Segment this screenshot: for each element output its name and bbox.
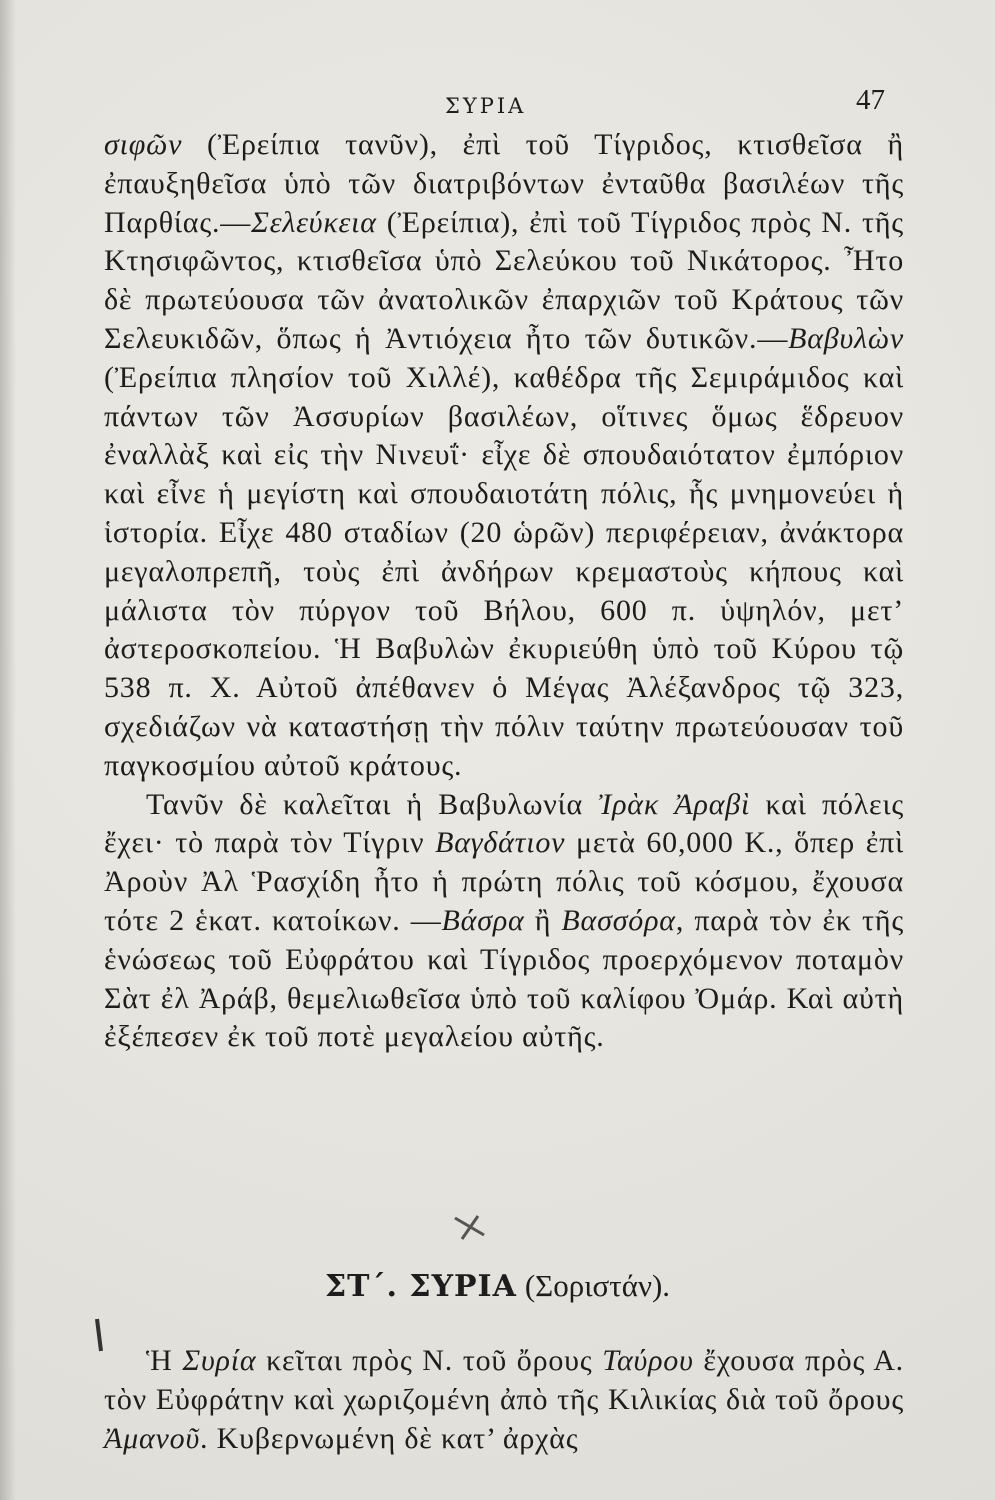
paragraph-text: (Ἐρείπια τανῦν), ἐπὶ τοῦ Τίγριδος, κτισθεῖσα ἢ ἐπαυξηθεῖσα ὑπὸ τῶν διατριβόντων ἐνταῦθα βασιλέων τῆς Παρθίας.— [104, 128, 904, 239]
paragraph-3 [104, 1342, 904, 1458]
paragraph-text: Ἡ [146, 1344, 183, 1377]
margin-tick-mark [97, 1319, 101, 1351]
section-heading [0, 1268, 995, 1304]
paragraph-text: κεῖται πρὸς Ν. τοῦ ὄρους [256, 1344, 603, 1377]
italic-term: Ἀμανοῦ [104, 1421, 201, 1455]
paragraph-text: ἢ [524, 903, 562, 937]
paragraph-text: (Ἐρείπια), ἐπὶ τοῦ Τίγριδος πρὸς Ν. τῆς Κτησιφῶντος, κτισθεῖσα ὑπὸ Σελεύκου τοῦ Νικάτορος. Ἦτο δὲ πρωτεύουσα τῶν ἀνατολικῶν ἐπαρχιῶν τοῦ Κράτους τῶν Σελευκιδῶν, ὅπως ἡ Ἀντιόχεια ἦτο τῶν δυτικῶν.— [104, 205, 904, 355]
italic-term: Ἰρὰκ Ἀραβὶ [598, 787, 751, 821]
italic-term: Ταύρου [602, 1344, 694, 1377]
paragraph-text: Τανῦν δὲ καλεῖται ἡ Βαβυλωνία [146, 787, 599, 821]
paragraph-text: καὶ πόλεις ἔχει· τὸ παρὰ τὸν Τίγριν [104, 787, 905, 860]
page-number: 47 [856, 84, 885, 116]
italic-term: Βαβυλὼν [788, 321, 904, 355]
section-text-block [104, 1342, 904, 1458]
italic-term: Βαγδάτιον [435, 826, 566, 860]
section-alt-name: (Σοριστάν). [524, 1268, 671, 1303]
main-text-block [104, 126, 904, 1057]
paragraph-text: (Ἐρείπια πλησίον τοῦ Χιλλέ), καθέδρα τῆς Σεμιράμιδος καὶ πάντων τῶν Ἀσσυρίων βασιλέων, οἵτινες ὅμως ἕδρευον ἐναλλὰξ καὶ εἰς τὴν Νινευΐ· εἶχε δὲ σπουδαιότατον ἐμπόριον καὶ εἶνε ἡ μεγίστη καὶ σπουδαιοτάτη πόλις, ἧς μνημονεύει ἡ ἱστορία. Εἶχε 480 σταδίων (20 ὡρῶν) περιφέρειαν, ἀνάκτορα μεγαλοπρεπῆ, τοὺς ἐπὶ ἀνδήρων κρεμαστοὺς κήπους καὶ μάλιστα τὸν πύργον τοῦ Βήλου, 600 π. ὑψηλόν, μετ’ ἀστεροσκοπείου. Ἡ Βαβυλὼν ἐκυριεύθη ὑπὸ τοῦ Κύρου τῷ 538 π. Χ. Αὐτοῦ ἀπέθανεν ὁ Μέγας Ἀλέξανδρος τῷ 323, σχεδιάζων νὰ καταστήσῃ τὴν πόλιν ταύτην πρωτεύουσαν τοῦ παγκοσμίου αὐτοῦ κράτους. [104, 360, 904, 782]
paragraph-text: , παρὰ τὸν ἐκ τῆς ἑνώσεως τοῦ Εὐφράτου καὶ Τίγριδος προερχόμενον ποταμὸν Σὰτ ἐλ Ἀράβ, θεμελιωθεῖσα ὑπὸ τοῦ καλίφου Ὀμάρ. Καὶ αὐτὴ ἐξέπεσεν ἐκ τοῦ ποτὲ μεγαλείου αὐτῆς. [104, 903, 904, 1054]
paragraph-1 [104, 126, 904, 786]
italic-term: Σελεύκεια [251, 205, 377, 239]
italic-term: Βάσρα [441, 903, 525, 937]
paragraph-text: . Κυβερνωμένη δὲ κατ’ ἀρχὰς [200, 1421, 579, 1455]
italic-term: Συρία [182, 1344, 257, 1377]
paragraph-2 [104, 786, 904, 1058]
paragraph-text: μετὰ 60,000 Κ., ὅπερ ἐπὶ Ἀροὺν Ἀλ Ῥασχίδη ἦτο ἡ πρώτη πόλις τοῦ κόσμου, ἔχουσα τότε 2 ἑκατ. κατοίκων. — [104, 826, 904, 937]
page-header [0, 84, 995, 124]
italic-term: σιφῶν [104, 128, 183, 161]
italic-term: Βασσόρα [561, 903, 676, 937]
pencil-cross-mark [455, 1216, 484, 1239]
paragraph-text: ἔχουσα πρὸς Α. τὸν Εὐφράτην καὶ χωριζομένη ἀπὸ τῆς Κιλικίας διὰ τοῦ ὄρους [104, 1344, 904, 1416]
section-label: ΣΤ΄. ΣΥΡΙΑ [324, 1269, 517, 1304]
running-head: ΣΥΡΙΑ [445, 94, 527, 118]
